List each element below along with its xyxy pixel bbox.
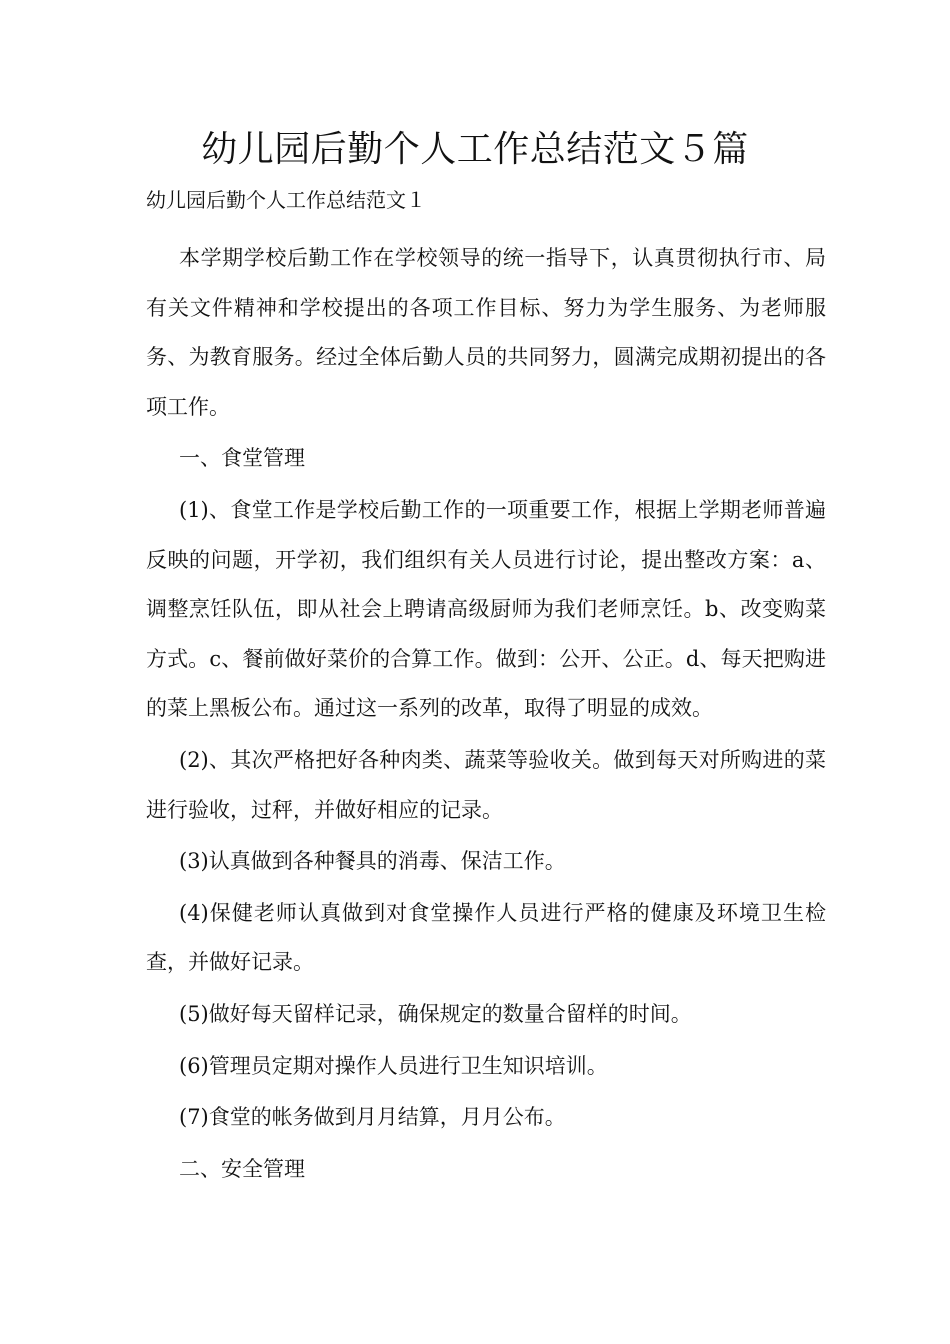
paragraph-item-7: (7)食堂的帐务做到月月结算，月月公布。 <box>179 1105 566 1130</box>
section-heading-safety: 二、安全管理 <box>179 1156 305 1181</box>
paragraph-item-5: (5)做好每天留样记录，确保规定的数量合留样的时间。 <box>179 1001 692 1026</box>
paragraph-item-1: (1)、食堂工作是学校后勤工作的一项重要工作，根据上学期老师普遍反映的问题，开学初，我们组织有关人员进行讨论，提出整改方案：a、调整烹饪队伍，即从社会上聘请高级厨师为我们老师烹饪。b、改变购菜方式。c、餐前做好菜价的合算工作。做到：公开、公正。d、每天把购进的菜上黑板公布。通过这一系列的改革，取得了明显的成效。 <box>146 497 826 721</box>
paragraph-item-6: (6)管理员定期对操作人员进行卫生知识培训。 <box>179 1053 608 1078</box>
document-body <box>146 234 826 1196</box>
section-heading-canteen: 一、食堂管理 <box>179 446 305 471</box>
paragraph-intro: 本学期学校后勤工作在学校领导的统一指导下，认真贯彻执行市、局有关文件精神和学校提出的各项工作目标、努力为学生服务、为老师服务、为教育服务。经过全体后勤人员的共同努力，圆满完成期初提出的各项工作。 <box>146 246 826 419</box>
paragraph-item-3: (3)认真做到各种餐具的消毒、保洁工作。 <box>179 849 566 874</box>
document-title: 幼儿园后勤个人工作总结范文５篇 <box>201 129 749 170</box>
document-subtitle: 幼儿园后勤个人工作总结范文１ <box>146 188 426 212</box>
paragraph-item-2: (2)、其次严格把好各种肉类、蔬菜等验收关。做到每天对所购进的菜进行验收，过秤，并做好相应的记录。 <box>146 747 826 822</box>
paragraph-item-4: (4)保健老师认真做到对食堂操作人员进行严格的健康及环境卫生检查，并做好记录。 <box>146 900 826 975</box>
